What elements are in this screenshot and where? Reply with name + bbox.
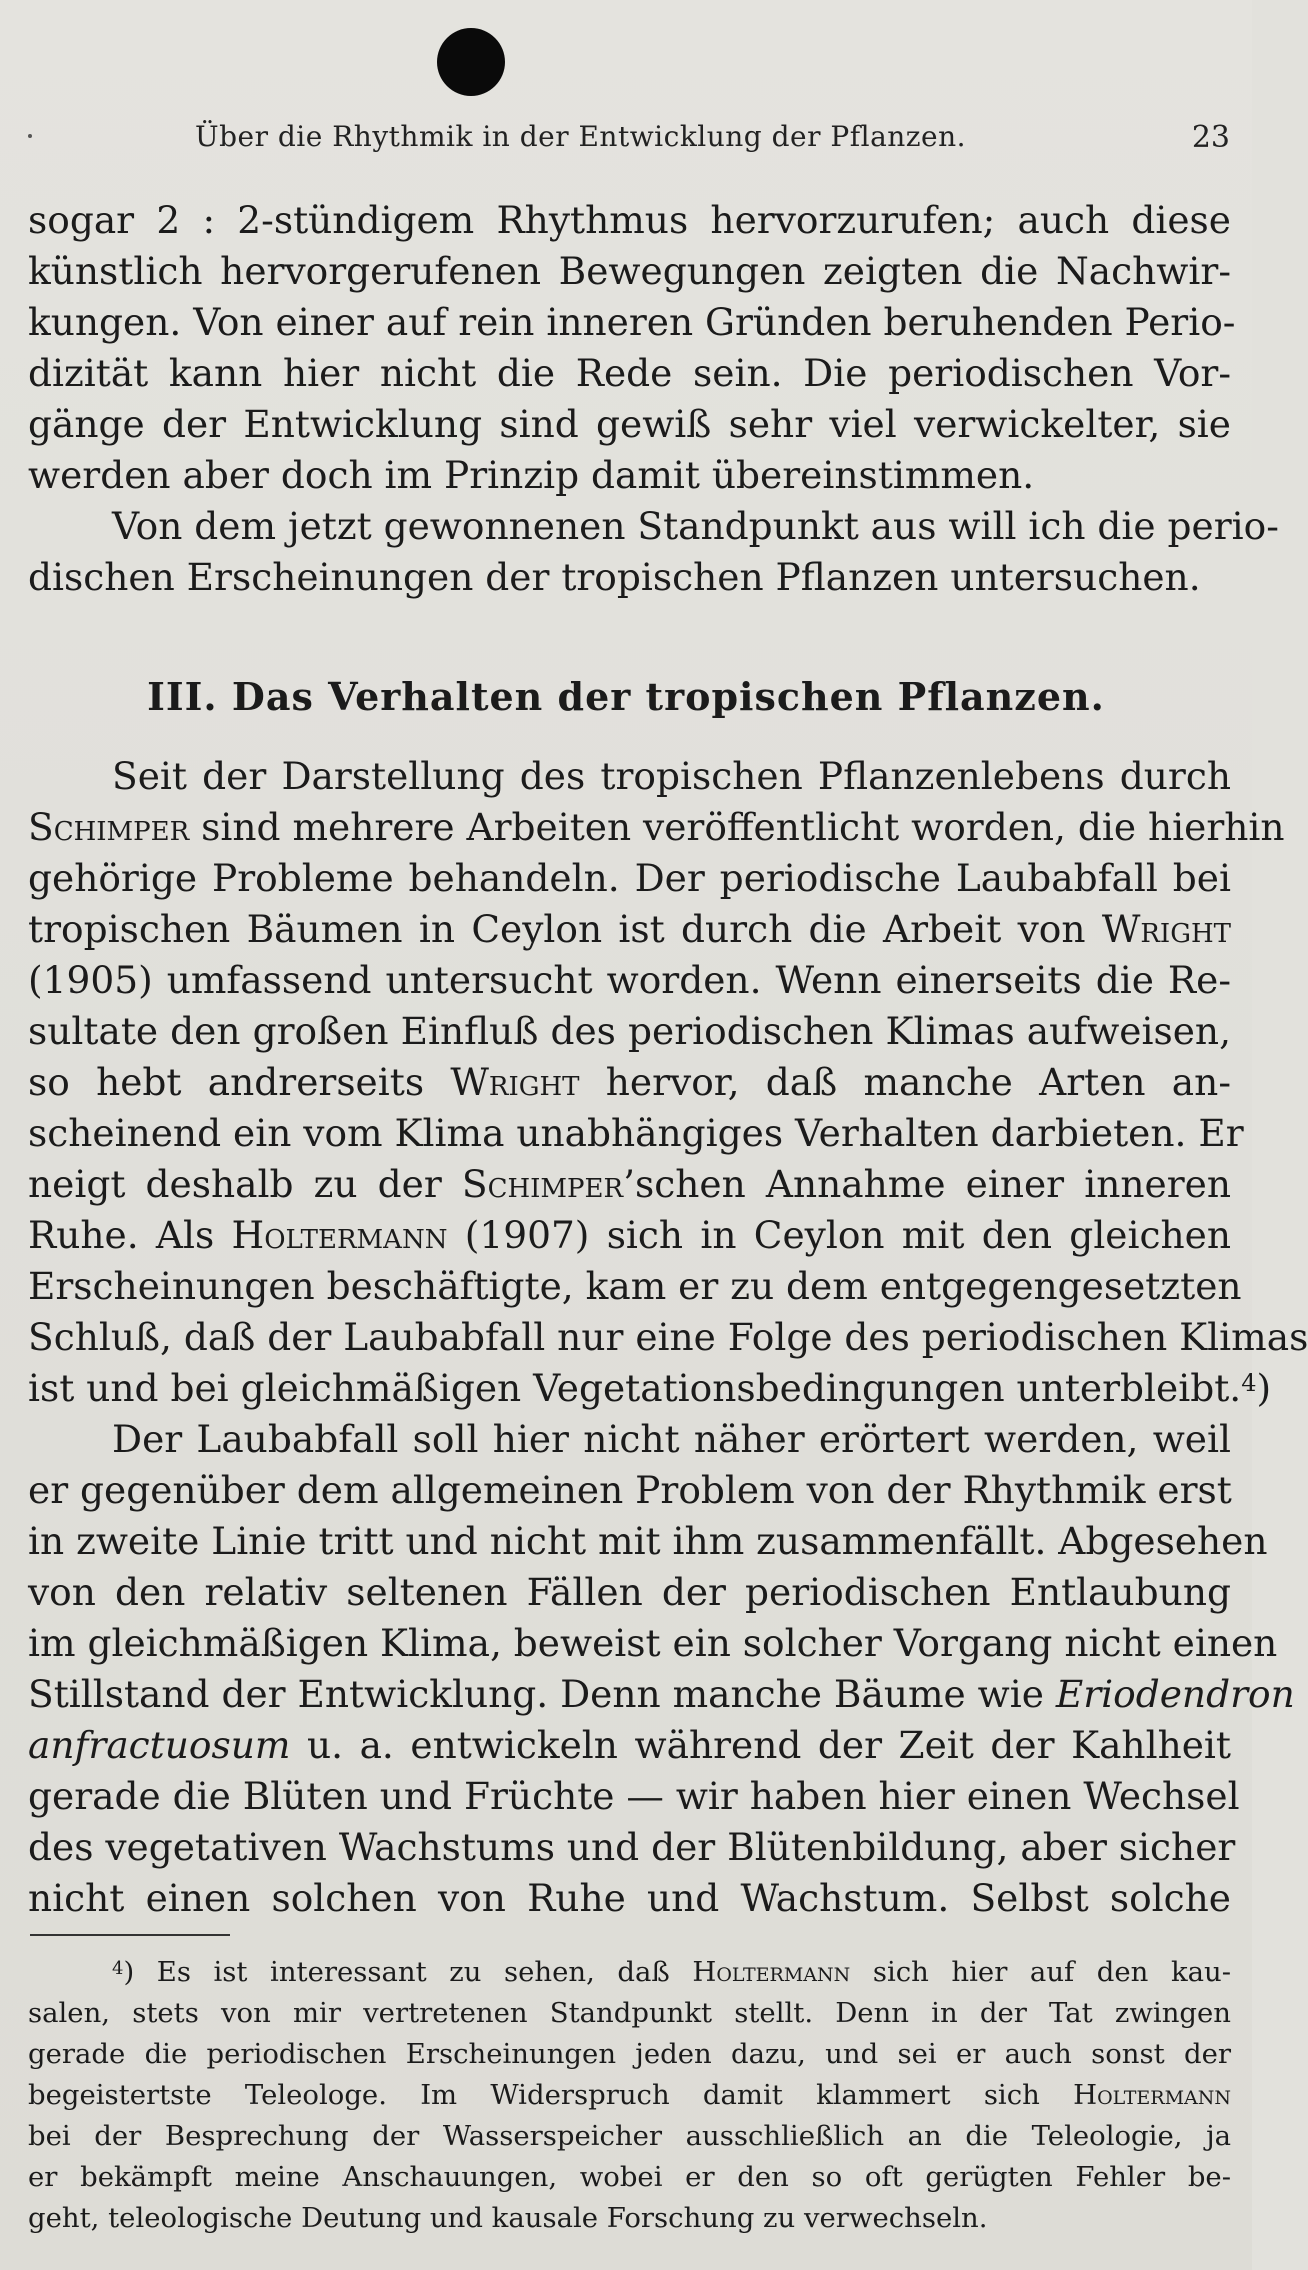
text-line: Erscheinungen beschäftigte, kam er zu dem entgegengesetzten (28, 1264, 1242, 1308)
running-title: Über die Rhythmik in der Entwicklung der Pflanzen. (195, 120, 967, 153)
text-line: Der Laubabfall soll hier nicht näher erörtert werden, weil (112, 1417, 1231, 1461)
text-line: Von dem jetzt gewonnenen Standpunkt aus will ich die perio- (112, 504, 1279, 548)
running-header (0, 116, 1252, 156)
text-line: gerade die Blüten und Früchte — wir haben hier einen Wechsel (28, 1774, 1240, 1818)
author-name: Wright (450, 1060, 580, 1104)
text-line: gehörige Probleme behandeln. Der periodische Laubabfall bei (28, 856, 1231, 900)
text-run: begeistertste Teleologe. Im Widerspruch damit klammert sich (28, 2079, 1074, 2111)
text-line: des vegetativen Wachstums und der Blütenbildung, aber sicher (28, 1825, 1236, 1869)
author-name: Holtermann (231, 1213, 448, 1257)
text-run: ’schen Annahme einer inneren (623, 1162, 1231, 1206)
page-number: 23 (1191, 120, 1230, 155)
footnote-line: gerade die periodischen Erscheinungen jeden dazu, und sei er auch sonst der (28, 2038, 1231, 2070)
text-line (28, 1159, 1231, 1209)
section-heading: III. Das Verhalten der tropischen Pflanzen. (147, 674, 1105, 719)
text-line (28, 1720, 1231, 1770)
text-line (28, 1057, 1231, 1107)
text-line (28, 1363, 1272, 1413)
text-line: in zweite Linie tritt und nicht mit ihm zusammenfällt. Abgesehen (28, 1519, 1268, 1563)
text-run: (1907) sich in Ceylon mit den gleichen (447, 1213, 1231, 1257)
text-run: tropischen Bäumen in Ceylon ist durch die Arbeit von (28, 907, 1102, 951)
text-line: sogar 2 : 2-stündigem Rhythmus hervorzurufen; auch diese (28, 198, 1231, 242)
footnote-marker: 4 (112, 1958, 124, 1979)
text-run: sich hier auf den kau- (850, 1956, 1232, 1988)
text-run: ist und bei gleichmäßigen Vegetationsbedingungen unterbleibt. (28, 1366, 1242, 1410)
text-line: er gegenüber dem allgemeinen Problem von der Rhythmik erst (28, 1468, 1232, 1512)
footnote-line (112, 1952, 1231, 1992)
text-run: hervor, daß manche Arten an- (579, 1060, 1231, 1104)
footnote-ref[interactable]: 4 (1241, 1369, 1257, 1397)
footnote-line: geht, teleologische Deutung und kausale Forschung zu verwechseln. (28, 2202, 988, 2234)
text-line: dizität kann hier nicht die Rede sein. Die periodischen Vor- (28, 351, 1231, 395)
text-run: Stillstand der Entwicklung. Denn manche Bäume wie (28, 1672, 1056, 1716)
text-line: Schluß, daß der Laubabfall nur eine Folge des periodischen Klimas (28, 1315, 1308, 1359)
margin-dot (28, 134, 32, 138)
text-line: künstlich hervorgerufenen Bewegungen zeigten die Nachwir- (28, 249, 1231, 293)
text-line (28, 904, 1231, 954)
text-run: sind mehrere Arbeiten veröffentlicht worden, die hierhin (189, 805, 1285, 849)
text-line (28, 1210, 1231, 1260)
text-line: kungen. Von einer auf rein inneren Gründen beruhenden Perio- (28, 300, 1236, 344)
author-name: Schimper (461, 1162, 624, 1206)
text-line: gänge der Entwicklung sind gewiß sehr viel verwickelter, sie (28, 402, 1231, 446)
author-name: Holtermann (692, 1956, 851, 1988)
footnote-line (28, 2075, 1231, 2115)
species-name: anfractuosum (28, 1723, 291, 1767)
text-line: nicht einen solchen von Ruhe und Wachstum. Selbst solche (28, 1876, 1231, 1920)
footnote-line: bei der Besprechung der Wasserspeicher ausschließlich an die Teleologie, ja (28, 2120, 1231, 2152)
text-run: u. a. entwickeln während der Zeit der Kahlheit (290, 1723, 1231, 1767)
text-line: scheinend ein vom Klima unabhängiges Verhalten darbieten. Er (28, 1111, 1244, 1155)
text-line: dischen Erscheinungen der tropischen Pflanzen untersuchen. (28, 555, 1201, 599)
text-line: im gleichmäßigen Klima, beweist ein solcher Vorgang nicht einen (28, 1621, 1278, 1665)
text-line: (1905) umfassend untersucht worden. Wenn einerseits die Re- (28, 958, 1231, 1002)
footnote-divider (30, 1934, 230, 1936)
author-name: Holtermann (1073, 2079, 1231, 2111)
text-line: werden aber doch im Prinzip damit übereinstimmen. (28, 453, 1035, 497)
text-line: Seit der Darstellung des tropischen Pflanzenlebens durch (112, 754, 1231, 798)
text-run: ) Es ist interessant zu sehen, daß (123, 1956, 693, 1988)
author-name: Wright (1101, 907, 1231, 951)
text-run: neigt deshalb zu der (28, 1162, 462, 1206)
footnote-line: salen, stets von mir vertretenen Standpunkt stellt. Denn in der Tat zwingen (28, 1997, 1231, 2029)
text-line (28, 1669, 1295, 1719)
author-name: Schimper (28, 805, 190, 849)
text-line: von den relativ seltenen Fällen der periodischen Entlaubung (28, 1570, 1231, 1614)
text-line (28, 802, 1285, 852)
species-name: Eriodendron (1055, 1672, 1295, 1716)
text-run: so hebt andrerseits (28, 1060, 451, 1104)
text-run: ) (1256, 1366, 1272, 1410)
text-line: sultate den großen Einfluß des periodischen Klimas aufweisen, (28, 1009, 1231, 1053)
text-run: Ruhe. Als (28, 1213, 232, 1257)
punch-hole (437, 28, 505, 96)
footnote-line: er bekämpft meine Anschauungen, wobei er den so oft gerügten Fehler be- (28, 2161, 1231, 2193)
